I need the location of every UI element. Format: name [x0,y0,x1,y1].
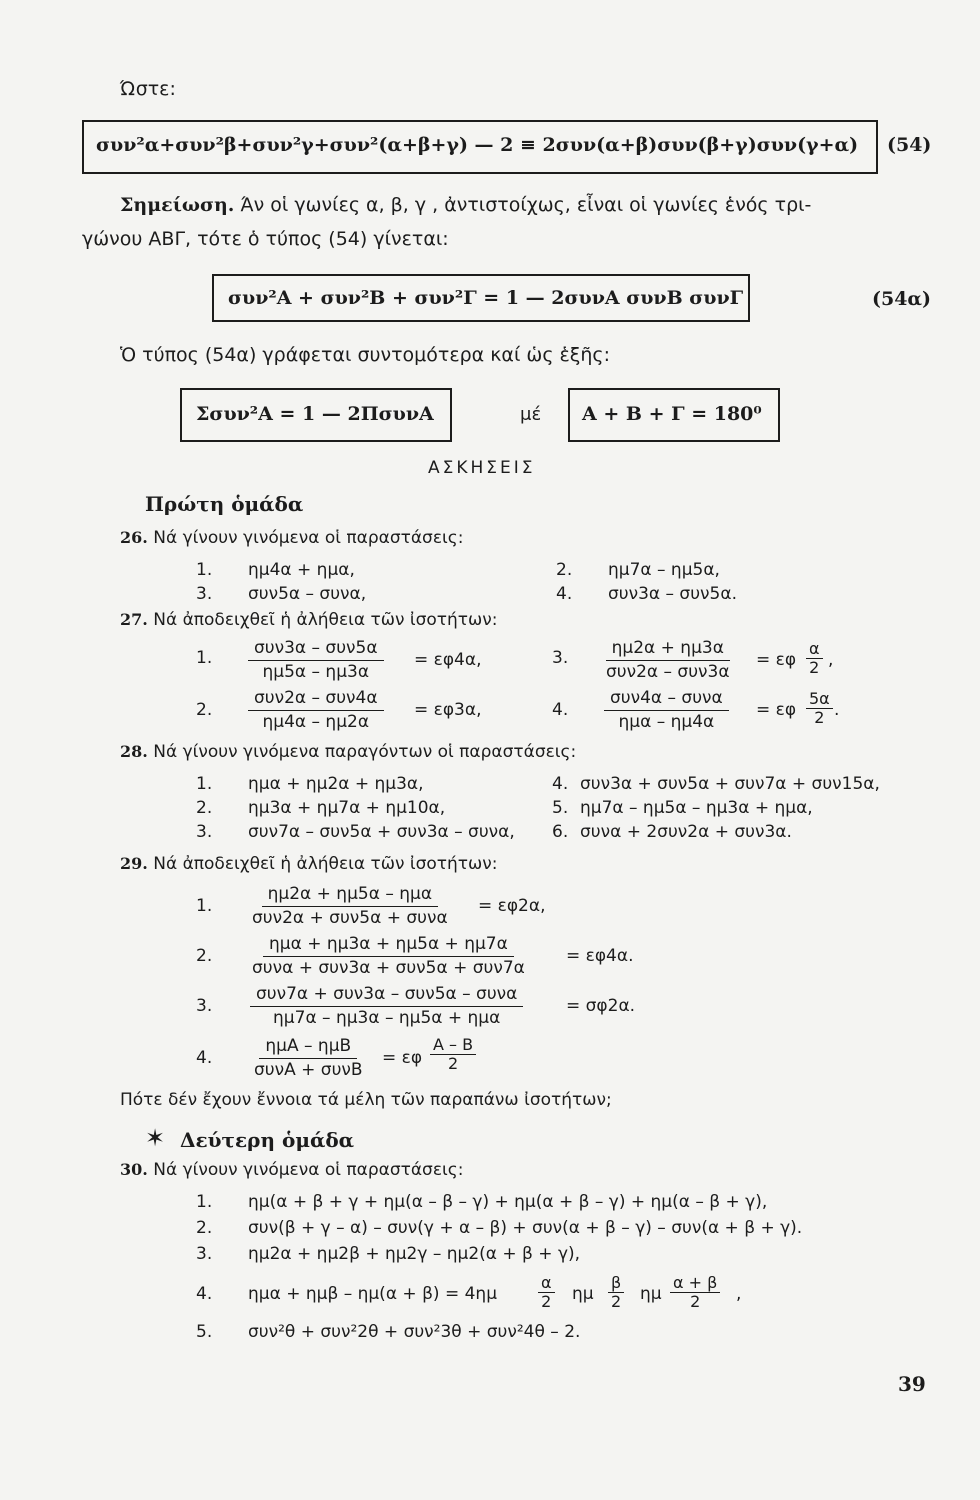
exercise-number: 29. [120,854,148,873]
ex26-item: ημ4α + ημα, [248,560,355,580]
fraction: συν2α – συν4α ημ4α – ημ2α [248,688,384,733]
note-line2: γώνου ΑΒΓ, τότε ὁ τύπος (54) γίνεται: [82,228,449,250]
ex28-item: συν3α + συν5α + συν7α + συν15α, [580,774,880,794]
ex28-item-n: 5. [552,798,569,818]
fraction: ημΑ – ημΒ συνΑ + συνΒ [254,1036,363,1080]
group1-heading: Πρώτη ὁμάδα [145,492,304,516]
exercise-number: 27. [120,610,148,629]
ex30-item-n: 5. [196,1322,213,1342]
small-fraction: β 2 [608,1274,624,1311]
exercise-number: 28. [120,742,148,761]
ex26-item-n: 2. [556,560,573,580]
ex30-item-n: 4. [196,1284,213,1304]
fraction-rhs: = εφ [756,650,797,670]
ex28-item-n: 2. [196,798,213,818]
small-fraction: Α – Β 2 [430,1036,476,1073]
fraction: ημα + ημ3α + ημ5α + ημ7α συνα + συν3α + συν5α + συν7α [252,934,525,978]
section-title: ΑΣΚΗΣΕΙΣ [428,458,536,478]
sine-symbol: ημ [572,1284,594,1304]
ex28-item: ημ7α – ημ5α – ημ3α + ημα, [580,798,813,818]
with-text: μέ [520,404,542,425]
intro-text: Ώστε: [120,78,176,100]
ex29-item-n: 3. [196,996,213,1016]
star-icon: ✶ [145,1124,166,1152]
formula-54a-box [212,274,750,322]
fraction-rhs: = εφ [756,700,797,720]
exercise-26 [120,528,463,548]
ex27-item-n: 4. [552,700,569,720]
exercise-text: Νά γίνουν γινόμενα οἱ παραστάσεις: [153,528,464,548]
angles-formula: Α + Β + Γ = 180⁰ [582,403,762,425]
formula-54a-tag: (54α) [872,288,932,310]
punctuation: . [834,700,840,720]
exercise-text: Νά ἀποδειχθεῖ ἡ ἀλήθεια τῶν ἰσοτήτων: [153,854,498,874]
ex30-item: συν(β + γ – α) – συν(γ + α – β) + συν(α + β – γ) – συν(α + β + γ). [248,1218,803,1238]
small-fraction: α 2 [538,1274,555,1311]
ex28-item-n: 6. [552,822,569,842]
punctuation: , [828,650,834,670]
group2-heading: Δεύτερη ὁμάδα [180,1128,355,1152]
fraction-rhs: = σφ2α. [566,996,636,1016]
exercise-number: 26. [120,528,148,547]
ex30-item-n: 3. [196,1244,213,1264]
sum-box [180,388,452,442]
exercise-text: Νά ἀποδειχθεῖ ἡ ἀλήθεια τῶν ἰσοτήτων: [153,610,498,630]
exercise-text: Νά γίνουν γινόμενα οἱ παραστάσεις: [153,1160,464,1180]
note-label: Σημείωση. [120,194,235,216]
sum-formula: Σσυν²Α = 1 — 2ΠσυνΑ [196,403,434,425]
ex27-item-n: 2. [196,700,213,720]
note-text-1: Άν οἱ γωνίες α, β, γ , ἀντιστοίχως, εἶναι οἱ γωνίες ἑνός τρι- [240,194,812,216]
punctuation: , [736,1284,742,1304]
note-line1 [120,194,811,216]
ex26-item-n: 4. [556,584,573,604]
sine-symbol: ημ [640,1284,662,1304]
ex29-question: Πότε δέν ἔχουν ἔννοια τά μέλη τῶν παραπάνω ἰσοτήτων; [120,1090,612,1110]
exercise-29 [120,854,498,874]
exercise-30 [120,1160,463,1180]
ex29-item-n: 4. [196,1048,213,1068]
formula-54a: συν²Α + συν²Β + συν²Γ = 1 — 2συνΑ συνΒ συνΓ [228,287,744,309]
fraction: συν7α + συν3α – συν5α – συνα ημ7α – ημ3α – ημ5α + ημα [250,984,523,1029]
fraction: συν3α – συν5α ημ5α – ημ3α [248,638,384,683]
exercise-27 [120,610,498,630]
ex30-item: ημα + ημβ – ημ(α + β) = 4ημ [248,1284,498,1304]
small-fraction: α 2 [806,640,823,677]
small-fraction: 5α 2 [806,690,833,727]
formula-54-tag: (54) [887,134,932,156]
exercise-28 [120,742,576,762]
ex30-item: συν²θ + συν²2θ + συν²3θ + συν²4θ – 2. [248,1322,581,1342]
ex30-item: ημ2α + ημ2β + ημ2γ – ημ2(α + β + γ), [248,1244,581,1264]
formula-54-box [82,120,878,174]
ex28-item: ημα + ημ2α + ημ3α, [248,774,424,794]
ex26-item: ημ7α – ημ5α, [608,560,720,580]
fraction-rhs: = εφ4α. [566,946,634,966]
ex28-item: ημ3α + ημ7α + ημ10α, [248,798,446,818]
small-fraction: α + β 2 [670,1274,720,1311]
ex26-item: συν5α – συνα, [248,584,367,604]
ex28-item: συνα + 2συν2α + συν3α. [580,822,792,842]
ex26-item-n: 1. [196,560,213,580]
ex28-item-n: 1. [196,774,213,794]
ex29-item-n: 1. [196,896,213,916]
ex26-item: συν3α – συν5α. [608,584,737,604]
page-number: 39 [898,1372,926,1396]
ex26-item-n: 3. [196,584,213,604]
ex30-item-n: 2. [196,1218,213,1238]
fraction-rhs: = εφ2α, [478,896,546,916]
fraction-rhs: = εφ3α, [414,700,482,720]
ex30-item-n: 1. [196,1192,213,1212]
ex28-item-n: 4. [552,774,569,794]
fraction: ημ2α + ημ5α – ημα συν2α + συν5α + συνα [252,884,448,928]
fraction: ημ2α + ημ3α συν2α – συν3α [606,638,730,682]
angles-box [568,388,780,442]
shorter-text: Ὁ τύπος (54α) γράφεται συντομότερα καί ὡς ἑξῆς: [120,344,610,366]
ex30-item: ημ(α + β + γ + ημ(α – β – γ) + ημ(α + β – γ) + ημ(α – β + γ), [248,1192,768,1212]
fraction-rhs: = εφ4α, [414,650,482,670]
fraction-rhs: = εφ [382,1048,423,1068]
ex28-item-n: 3. [196,822,213,842]
formula-54: συν²α+συν²β+συν²γ+συν²(α+β+γ) — 2 ≡ 2συν(α+β)συν(β+γ)συν(γ+α) [96,134,859,156]
ex27-item-n: 1. [196,648,213,668]
exercise-text: Νά γίνουν γινόμενα παραγόντων οἱ παραστάσεις: [153,742,577,762]
fraction: συν4α – συνα ημα – ημ4α [604,688,729,733]
ex28-item: συν7α – συν5α + συν3α – συνα, [248,822,515,842]
exercise-number: 30. [120,1160,148,1179]
ex27-item-n: 3. [552,648,569,668]
ex29-item-n: 2. [196,946,213,966]
